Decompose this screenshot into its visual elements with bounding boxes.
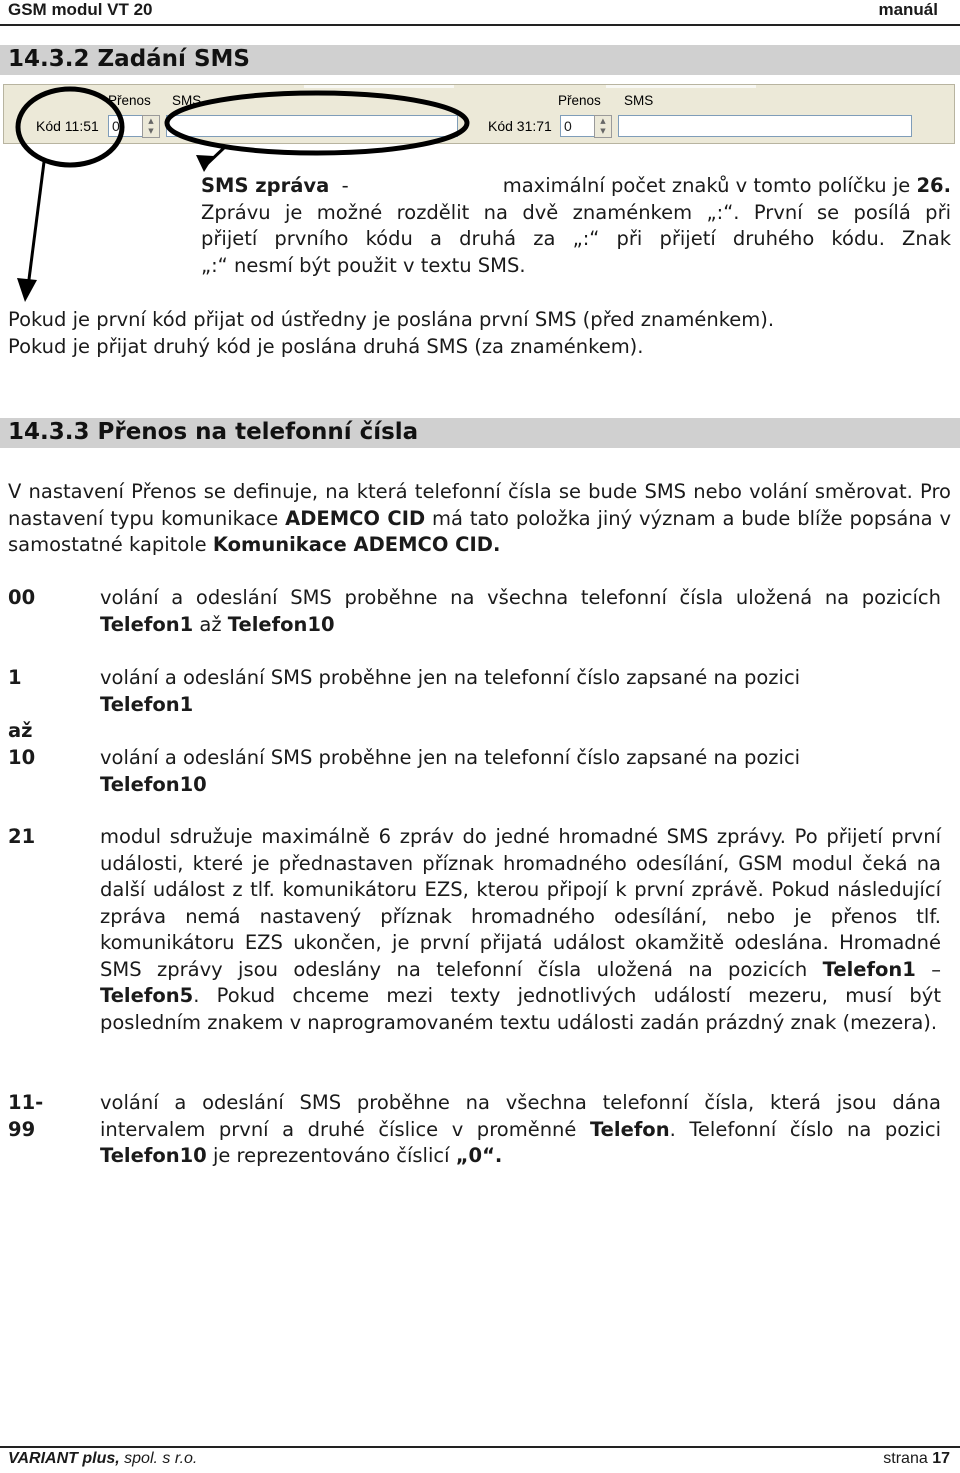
footer-page-number: 17 [932,1450,950,1467]
para2-text-a: V nastavení Přenos se definuje, na která telefonní čísla se bude SMS nebo volání směrovat. Pro nastavení typu komunikace [8,480,951,530]
item-1199-telefon10: Telefon10 [100,1144,207,1167]
spin-down-icon[interactable]: ▼ [148,127,154,135]
item-1199-text-e: je reprezentováno číslicí [206,1144,456,1167]
item-10-telefon10: Telefon10 [100,772,207,796]
section-title-prenos: 14.3.3 Přenos na telefonní čísla [8,419,419,445]
arrow-head-right-icon [196,155,214,172]
sms-desc-line2: Zprávu je možné rozdělit na dvě znaménkem „:“. První se posílá při [201,200,951,224]
kod-label-right: Kód 31:71 [488,118,552,134]
footer-company-name: VARIANT plus, [8,1450,120,1467]
item-label-21: 21 [8,825,36,848]
footer-divider [0,1446,960,1448]
item-21-telefon1: Telefon1 [822,957,916,981]
para1-line1: Pokud je první kód přijat od ústředny je poslána první SMS (před znaménkem). [8,308,775,331]
item-1-text: volání a odeslání SMS proběhne jen na telefonní číslo zapsané na pozici [100,666,801,689]
item-1-telefon1: Telefon1 [100,692,194,716]
header-title: GSM modul VT 20 [8,0,153,19]
para2-end: . [492,533,501,556]
prenos-value-left: 0 [112,118,120,134]
tab-prenos-right[interactable]: Přenos [558,93,601,108]
item-label-1: 1 [8,666,22,689]
item-text-00 [100,585,941,638]
item-00-text: volání a odeslání SMS proběhne na všechna telefonní čísla uložená na pozicích [100,586,941,609]
footer-page [883,1450,950,1468]
item-label-99: 99 [8,1117,36,1141]
item-label-11: 11- [8,1091,44,1114]
spin-up-icon[interactable]: ▲ [600,117,606,125]
ellipse-kod-marker [18,89,122,165]
item-21-dash: – [915,957,941,981]
sms-dash: - [341,174,349,197]
item-10-text: volání a odeslání SMS proběhne jen na telefonní číslo zapsané na pozici [100,746,801,769]
sms-desc-line3: přijetí prvního kódu a druhá za „:“ při přijetí druhého kódu. Znak [201,227,951,250]
section-title-zadani-sms: 14.3.2 Zadání SMS [8,46,250,72]
item-text-1 [100,665,950,718]
tab-prenos-left[interactable]: Přenos [108,93,151,108]
prenos-value-right: 0 [564,118,572,134]
sms-description [201,173,951,279]
item-label-az: až [8,719,33,742]
footer-company [8,1450,197,1468]
spin-down-icon[interactable]: ▼ [600,127,606,135]
sms-desc-line4: „:“ nesmí být použit v textu SMS. [201,253,526,277]
header-manual: manuál [878,0,938,19]
item-00-telefon10: Telefon10 [227,612,335,636]
item-label-10: 10 [8,746,36,769]
tab-sms-left[interactable]: SMS [172,93,202,108]
ellipse-sms-marker [167,93,467,153]
arrow-line-left [27,162,44,295]
item-1199-zero: „0“. [455,1144,503,1167]
sms-max-num: 26. [916,174,951,197]
header-divider [0,24,960,26]
item-label-11-99 [8,1090,43,1143]
sms-desc-line1 [201,173,951,200]
sms-max-text: maximální počet znaků v tomto políčku je [502,174,911,197]
item-21-text-end: . Pokud chceme mezi texty jednotlivých událostí mezeru, musí být posledním znakem v naprogramovaném textu události zadán prázdný znak (mezera). [100,984,941,1034]
prenos-paragraph [8,479,951,559]
first-code-paragraph [8,307,953,360]
para2-text-c: má tato položka jiný význam a bude blíže popsána v samostatné kapitole [8,506,952,556]
para1-line2: Pokud je přijat druhý kód je poslána druhá SMS (za znaménkem). [8,334,644,358]
item-00-az: až [193,612,228,636]
arrow-head-left-icon [17,278,37,302]
kod-label-left: Kód 11:51 [36,118,99,134]
para2-ademco: ADEMCO CID [285,506,426,530]
item-1199-text: volání a odeslání SMS proběhne na všechna telefonní čísla, která jsou dána intervalem první a druhé číslice v proměnné [100,1091,941,1141]
item-label-00: 00 [8,586,36,609]
item-text-11-99 [100,1090,941,1170]
item-text-10 [100,745,950,798]
tab-sms-right[interactable]: SMS [624,93,654,108]
footer-company-rest: spol. s r.o. [124,1450,198,1467]
para2-chapter: Komunikace ADEMCO CID [212,533,493,556]
footer-page-label: strana [883,1450,928,1467]
item-21-telefon5: Telefon5 [100,984,194,1007]
spin-up-icon[interactable]: ▲ [148,117,154,125]
item-00-telefon1: Telefon1 [100,612,194,636]
item-text-21 [100,824,941,1036]
item-21-text: modul sdružuje maximálně 6 zpráv do jedné hromadné SMS zprávy. Po přijetí první události, které je přednastaven příznak hromadného odesílání, GSM modul čeká na další událost z tlf. komunikátoru EZS, kterou připojí k první zprávě. Pokud následující zpráva nemá nastavený příznak hromadného odesílání, nebo je přenos tlf. komunikátoru EZS ukončen, je první přijatá událost okamžitě odeslána. Hromadné SMS zprávy jsou odeslány na telefonní čísla uložená na pozicích [100,825,941,981]
sms-term: SMS zpráva [201,174,330,197]
item-1199-text-c: . Telefonní číslo na pozici [669,1117,941,1141]
item-1199-telefon: Telefon [589,1117,670,1141]
